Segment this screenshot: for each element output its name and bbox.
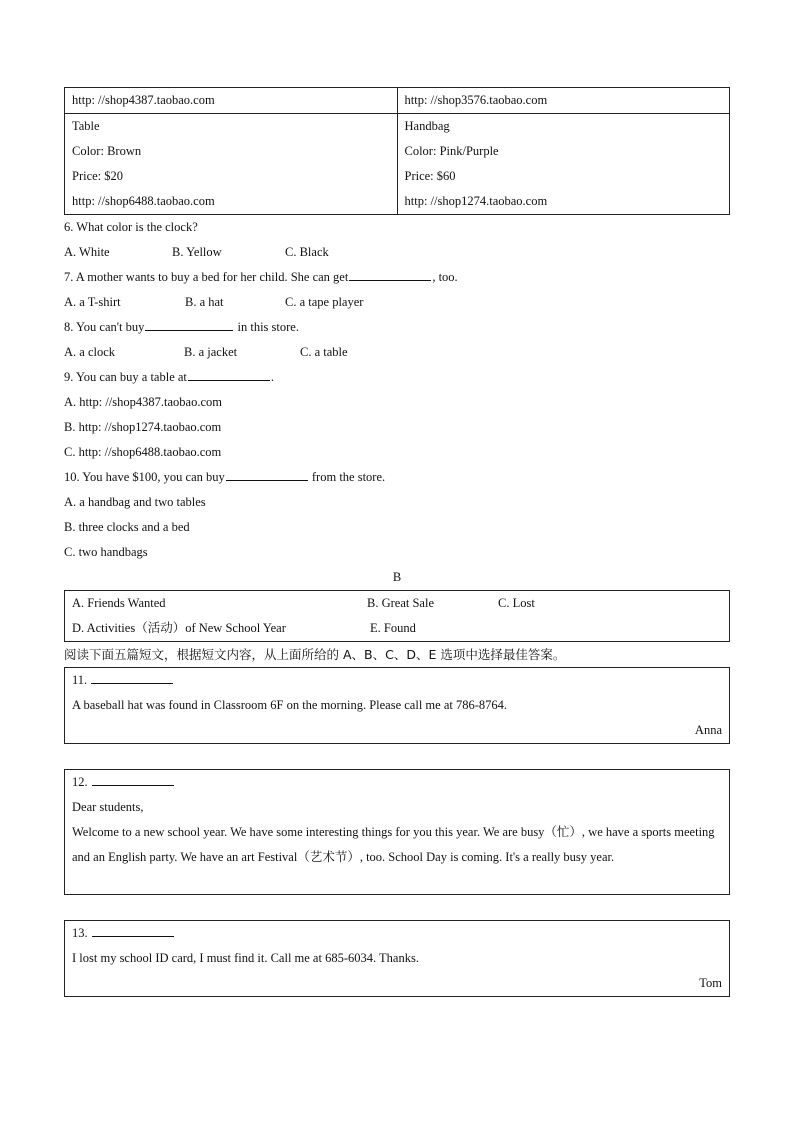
choice-a: A. Friends Wanted <box>72 596 166 610</box>
option-b: B. a jacket <box>184 345 238 359</box>
item-url: http: //shop1274.taobao.com <box>404 194 548 208</box>
question-6: 6. What color is the clock? <box>64 220 198 234</box>
option-b: B. http: //shop1274.taobao.com <box>64 420 222 434</box>
answer-blank <box>226 466 308 481</box>
answer-blank <box>349 266 431 281</box>
handbag-item-cell <box>397 114 730 215</box>
answer-blank <box>92 771 174 786</box>
item-url: http: //shop6488.taobao.com <box>72 194 215 208</box>
choice-c: C. Lost <box>498 596 535 610</box>
passage-12 <box>64 769 730 895</box>
option-b: B. Yellow <box>172 245 222 259</box>
table-item-cell <box>65 114 398 215</box>
item-price: Price: $20 <box>72 169 124 183</box>
question-stem-end: . <box>270 370 275 384</box>
answer-blank <box>91 669 173 684</box>
answer-blank <box>188 366 270 381</box>
option-c: C. http: //shop6488.taobao.com <box>64 445 222 459</box>
answer-blank <box>145 316 233 331</box>
passage-body: A baseball hat was found in Classroom 6F on the morning. Please call me at 786-8764. <box>72 698 507 712</box>
question-stem-end: from the store. <box>308 470 386 484</box>
worksheet-page <box>64 87 730 997</box>
option-a: A. http: //shop4387.taobao.com <box>64 395 222 409</box>
passage-number-label: 13. <box>72 926 88 940</box>
passage-13 <box>64 920 730 997</box>
choices-row <box>72 591 722 616</box>
item-name: Table <box>72 119 100 133</box>
passage-signature: Anna <box>694 723 722 737</box>
item-color: Color: Brown <box>72 144 142 158</box>
passage-body: Welcome to a new school year. We have some interesting things for you this year. We are busy（忙）, we have a sports meeting and an English party. We have an art Festival（艺术节）, too. School Day is coming. It's a really busy year. <box>72 825 715 864</box>
passage-number-label: 12. <box>72 775 88 789</box>
section-b-heading: B <box>392 570 402 584</box>
option-b: B. three clocks and a bed <box>64 520 190 534</box>
question-stem: 10. You have $100, you can buy <box>64 470 225 484</box>
option-c: C. a table <box>300 345 348 359</box>
choice-d: D. Activities（活动）of New School Year <box>72 621 286 635</box>
section-b-instruction: 阅读下面五篇短文，根据短文内容，从上面所给的 A、B、C、D、E 选项中选择最佳答案。 <box>64 647 566 662</box>
question-10 <box>64 465 730 490</box>
question-7 <box>64 265 730 290</box>
question-stem: 7. A mother wants to buy a bed for her child. She can get <box>64 270 349 284</box>
option-b: B. a hat <box>185 295 224 309</box>
shop-url-cell: http: //shop3576.taobao.com <box>397 88 730 114</box>
choice-e: E. Found <box>370 621 416 635</box>
choices-row <box>72 616 722 641</box>
passage-salutation: Dear students, <box>72 800 144 814</box>
option-a: A. a T-shirt <box>64 295 121 309</box>
item-price: Price: $60 <box>404 169 456 183</box>
option-c: C. Black <box>285 245 329 259</box>
question-stem-end: in this store. <box>234 320 299 334</box>
passage-number <box>72 921 722 946</box>
option-c: C. two handbags <box>64 545 148 559</box>
item-name: Handbag <box>404 119 450 133</box>
option-a: A. a clock <box>64 345 116 359</box>
question-8-options <box>64 340 730 365</box>
passage-number-label: 11. <box>72 673 88 687</box>
passage-number <box>72 770 722 795</box>
passage-11 <box>64 667 730 744</box>
passage-number <box>72 668 722 693</box>
shop-url-cell: http: //shop4387.taobao.com <box>65 88 398 114</box>
question-stem-end: , too. <box>432 270 458 284</box>
section-b-choices <box>64 590 730 642</box>
question-8 <box>64 315 730 340</box>
question-7-options <box>64 290 730 315</box>
passage-signature: Tom <box>699 976 722 990</box>
option-a: A. a handbag and two tables <box>64 495 206 509</box>
question-stem: 9. You can buy a table at <box>64 370 187 384</box>
question-6-options <box>64 240 730 265</box>
shop-table <box>64 87 730 215</box>
item-color: Color: Pink/Purple <box>404 144 499 158</box>
option-a: A. White <box>64 245 110 259</box>
choice-b: B. Great Sale <box>367 596 434 610</box>
question-9 <box>64 365 730 390</box>
question-stem: 8. You can't buy <box>64 320 145 334</box>
passage-body: I lost my school ID card, I must find it. Call me at 685-6034. Thanks. <box>72 951 419 965</box>
answer-blank <box>92 922 174 937</box>
option-c: C. a tape player <box>285 295 364 309</box>
